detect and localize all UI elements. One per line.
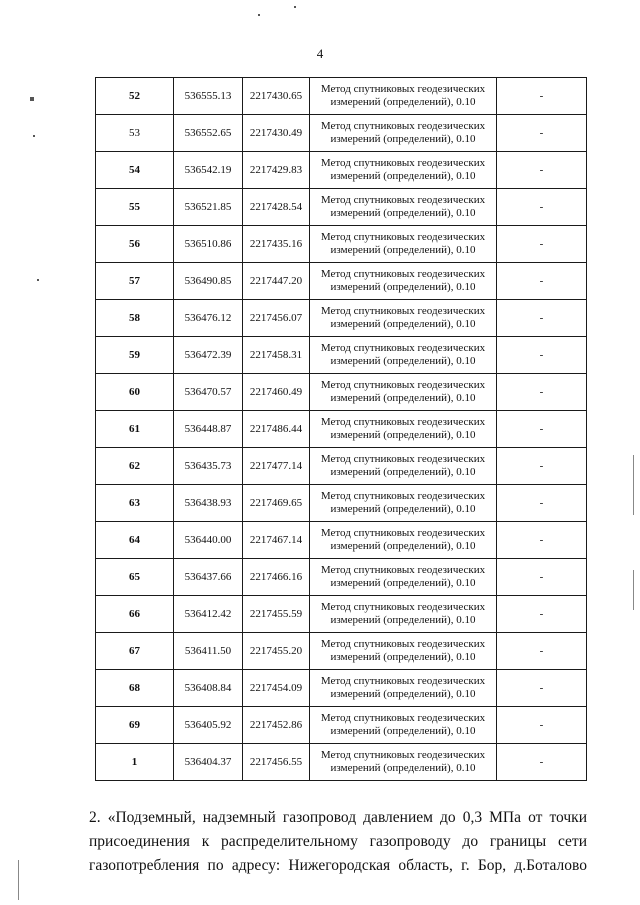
table-row [96,152,587,189]
point-number: 66 [129,608,140,620]
dash-cell: - [497,485,587,522]
dash-cell: - [497,411,587,448]
x-coordinate-cell: 536490.85 [174,263,243,300]
x-coordinate-cell: 536552.65 [174,115,243,152]
method-line: измерений (определений), 0.10 [330,503,476,515]
scan-edge-line [633,455,634,515]
method-line: Метод спутниковых геодезических [320,379,486,391]
scan-edge-line [633,570,634,610]
table-row [96,411,587,448]
method-line: Метод спутниковых геодезических [320,527,486,539]
method-cell [310,522,497,559]
y-coordinate-cell: 2217429.83 [243,152,310,189]
y-coordinate-cell: 2217454.09 [243,670,310,707]
x-coordinate-cell: 536405.92 [174,707,243,744]
y-coordinate-cell: 2217467.14 [243,522,310,559]
scan-speck [258,14,260,16]
y-coordinate-cell: 2217460.49 [243,374,310,411]
method-cell [310,411,497,448]
dash-cell: - [497,78,587,115]
method-line: Метод спутниковых геодезических [320,157,486,169]
method-line: измерений (определений), 0.10 [330,392,476,404]
method-line: Метод спутниковых геодезических [320,749,486,761]
x-coordinate-cell: 536404.37 [174,744,243,781]
dash-cell: - [497,226,587,263]
point-number-cell [96,448,174,485]
x-coordinate-cell: 536411.50 [174,633,243,670]
table-row [96,670,587,707]
dash-cell: - [497,337,587,374]
method-line: Метод спутниковых геодезических [320,83,486,95]
method-cell [310,707,497,744]
x-coordinate-cell: 536470.57 [174,374,243,411]
method-cell [310,226,497,263]
method-line: Метод спутниковых геодезических [320,601,486,613]
method-cell [310,115,497,152]
method-line: Метод спутниковых геодезических [320,675,486,687]
method-line: измерений (определений), 0.10 [330,96,476,108]
point-number: 57 [129,275,140,287]
point-number-cell [96,411,174,448]
dash-cell: - [497,559,587,596]
point-number-cell [96,263,174,300]
y-coordinate-cell: 2217456.07 [243,300,310,337]
method-line: Метод спутниковых геодезических [320,564,486,576]
scan-speck [33,135,35,137]
method-line: измерений (определений), 0.10 [330,614,476,626]
method-cell [310,263,497,300]
y-coordinate-cell: 2217430.49 [243,115,310,152]
y-coordinate-cell: 2217486.44 [243,411,310,448]
paragraph-line: присоединения к распределительному газопроводу до границы сети [89,833,587,850]
y-coordinate-cell: 2217455.20 [243,633,310,670]
dash-cell: - [497,596,587,633]
method-line: Метод спутниковых геодезических [320,712,486,724]
point-number-cell [96,670,174,707]
point-number-cell [96,744,174,781]
method-cell [310,559,497,596]
point-number: 65 [129,571,140,583]
method-line: измерений (определений), 0.10 [330,355,476,367]
coordinates-table [95,77,587,781]
method-cell [310,744,497,781]
table-row [96,300,587,337]
point-number: 58 [129,312,140,324]
point-number: 62 [129,460,140,472]
method-cell [310,485,497,522]
y-coordinate-cell: 2217458.31 [243,337,310,374]
x-coordinate-cell: 536435.73 [174,448,243,485]
method-line: Метод спутниковых геодезических [320,268,486,280]
dash-cell: - [497,522,587,559]
point-number-cell [96,707,174,744]
method-line: измерений (определений), 0.10 [330,281,476,293]
method-line: Метод спутниковых геодезических [320,416,486,428]
method-line: Метод спутниковых геодезических [320,342,486,354]
table-row [96,189,587,226]
coordinates-table-body [96,78,587,781]
page-number: 4 [316,46,324,61]
dash-cell: - [497,670,587,707]
method-line: измерений (определений), 0.10 [330,466,476,478]
dash-cell: - [497,152,587,189]
y-coordinate-cell: 2217469.65 [243,485,310,522]
point-number-cell [96,522,174,559]
table-row [96,485,587,522]
x-coordinate-cell: 536448.87 [174,411,243,448]
point-number-cell [96,152,174,189]
point-number: 69 [129,719,140,731]
scan-speck [30,97,34,101]
table-row [96,78,587,115]
table-row [96,744,587,781]
point-number: 64 [129,534,140,546]
table-row [96,263,587,300]
point-number-cell [96,485,174,522]
point-number: 63 [129,497,140,509]
point-number-cell [96,226,174,263]
y-coordinate-cell: 2217435.16 [243,226,310,263]
y-coordinate-cell: 2217466.16 [243,559,310,596]
method-line: измерений (определений), 0.10 [330,762,476,774]
point-number: 59 [129,349,140,361]
x-coordinate-cell: 536472.39 [174,337,243,374]
dash-cell: - [497,263,587,300]
method-line: измерений (определений), 0.10 [330,688,476,700]
point-number: 68 [129,682,140,694]
dash-cell: - [497,744,587,781]
dash-cell: - [497,300,587,337]
dash-cell: - [497,115,587,152]
table-row [96,707,587,744]
method-cell [310,374,497,411]
x-coordinate-cell: 536437.66 [174,559,243,596]
method-cell [310,78,497,115]
paragraph-line: газопотребления по адресу: Нижегородская область, г. Бор, д.Боталово [89,857,587,874]
method-cell [310,152,497,189]
method-line: Метод спутниковых геодезических [320,638,486,650]
point-number-cell [96,559,174,596]
table-row [96,596,587,633]
method-line: измерений (определений), 0.10 [330,207,476,219]
method-line: измерений (определений), 0.10 [330,725,476,737]
method-line: Метод спутниковых геодезических [320,194,486,206]
method-line: измерений (определений), 0.10 [330,244,476,256]
scan-speck [294,6,296,8]
point-number: 61 [129,423,140,435]
y-coordinate-cell: 2217456.55 [243,744,310,781]
point-number-cell [96,115,174,152]
dash-cell: - [497,189,587,226]
table-row [96,374,587,411]
dash-cell: - [497,707,587,744]
method-line: измерений (определений), 0.10 [330,651,476,663]
method-cell [310,596,497,633]
method-cell [310,448,497,485]
dash-cell: - [497,633,587,670]
x-coordinate-cell: 536521.85 [174,189,243,226]
y-coordinate-cell: 2217447.20 [243,263,310,300]
point-number-cell [96,189,174,226]
dash-cell: - [497,448,587,485]
x-coordinate-cell: 536510.86 [174,226,243,263]
method-line: Метод спутниковых геодезических [320,231,486,243]
point-number-cell [96,337,174,374]
point-number: 1 [131,756,138,768]
point-number: 67 [129,645,140,657]
point-number-cell [96,633,174,670]
method-line: Метод спутниковых геодезических [320,490,486,502]
method-cell [310,337,497,374]
table-row [96,633,587,670]
x-coordinate-cell: 536438.93 [174,485,243,522]
y-coordinate-cell: 2217430.65 [243,78,310,115]
table-row [96,115,587,152]
method-line: Метод спутниковых геодезических [320,453,486,465]
x-coordinate-cell: 536476.12 [174,300,243,337]
x-coordinate-cell: 536440.00 [174,522,243,559]
y-coordinate-cell: 2217428.54 [243,189,310,226]
point-number: 56 [129,238,140,250]
method-cell [310,300,497,337]
point-number: 55 [129,201,140,213]
point-number-cell [96,78,174,115]
table-row [96,448,587,485]
table-row [96,559,587,596]
point-number: 60 [129,386,140,398]
table-row [96,522,587,559]
method-line: измерений (определений), 0.10 [330,133,476,145]
method-cell [310,633,497,670]
method-line: измерений (определений), 0.10 [330,577,476,589]
x-coordinate-cell: 536412.42 [174,596,243,633]
method-cell [310,189,497,226]
table-row [96,226,587,263]
paragraph-2 [89,806,587,878]
method-line: измерений (определений), 0.10 [330,170,476,182]
method-line: измерений (определений), 0.10 [330,318,476,330]
method-line: измерений (определений), 0.10 [330,429,476,441]
y-coordinate-cell: 2217452.86 [243,707,310,744]
point-number: 53 [129,127,140,139]
point-number: 54 [129,164,140,176]
method-line: измерений (определений), 0.10 [330,540,476,552]
point-number-cell [96,596,174,633]
point-number: 52 [129,90,140,102]
scan-speck [37,279,39,281]
point-number-cell [96,300,174,337]
method-line: Метод спутниковых геодезических [320,120,486,132]
scan-edge-line [18,860,19,900]
x-coordinate-cell: 536555.13 [174,78,243,115]
x-coordinate-cell: 536408.84 [174,670,243,707]
y-coordinate-cell: 2217455.59 [243,596,310,633]
dash-cell: - [497,374,587,411]
point-number-cell [96,374,174,411]
table-row [96,337,587,374]
x-coordinate-cell: 536542.19 [174,152,243,189]
method-cell [310,670,497,707]
y-coordinate-cell: 2217477.14 [243,448,310,485]
method-line: Метод спутниковых геодезических [320,305,486,317]
paragraph-line: 2. «Подземный, надземный газопровод давлением до 0,3 МПа от точки [89,809,587,826]
